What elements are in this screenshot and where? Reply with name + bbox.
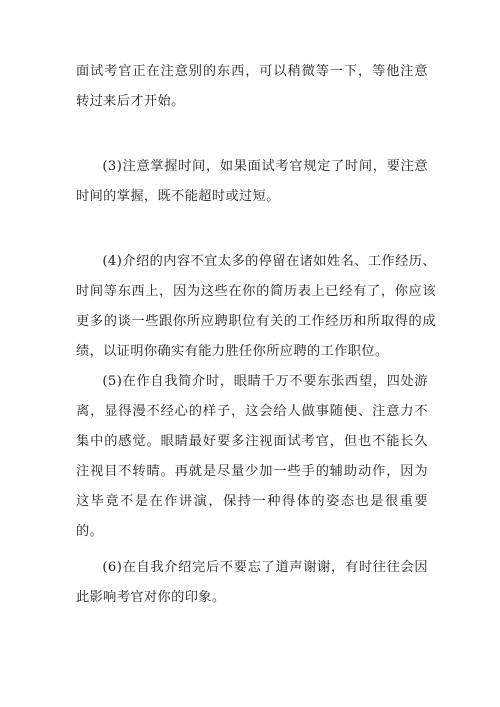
paragraph-item-6: (6)在自我介绍完后不要忘了道声谢谢，有时往往会因此影响考官对你的印象。 xyxy=(76,560,428,605)
paragraph-item-5: (5)在作自我简介时，眼睛千万不要东张西望，四处游离，显得漫不经心的样子，这会给人做事随便、注意力不集中的感觉。眼睛最好要多注视面试考官，但也不能长久注视目不转睛。再就是尽量少加一些手的辅助动作，因为这毕竟不是在作讲演，保持一种得体的姿态也是很重要的。 xyxy=(76,374,428,539)
paragraph-item-3: (3)注意掌握时间，如果面试考官规定了时间，要注意时间的掌握，既不能超时或过短。 xyxy=(76,159,428,204)
paragraph-continuation: 面试考官正在注意别的东西，可以稍微等一下，等他注意转过来后才开始。 xyxy=(76,64,428,109)
paragraph-item-4: (4)介绍的内容不宜太多的停留在诸如姓名、工作经历、时间等东西上，因为这些在你的简历表上已经有了，你应该更多的谈一些跟你所应聘职位有关的工作经历和所取得的成绩，以证明你确实有能力胜任你所应聘的工作职位。 xyxy=(76,254,436,359)
